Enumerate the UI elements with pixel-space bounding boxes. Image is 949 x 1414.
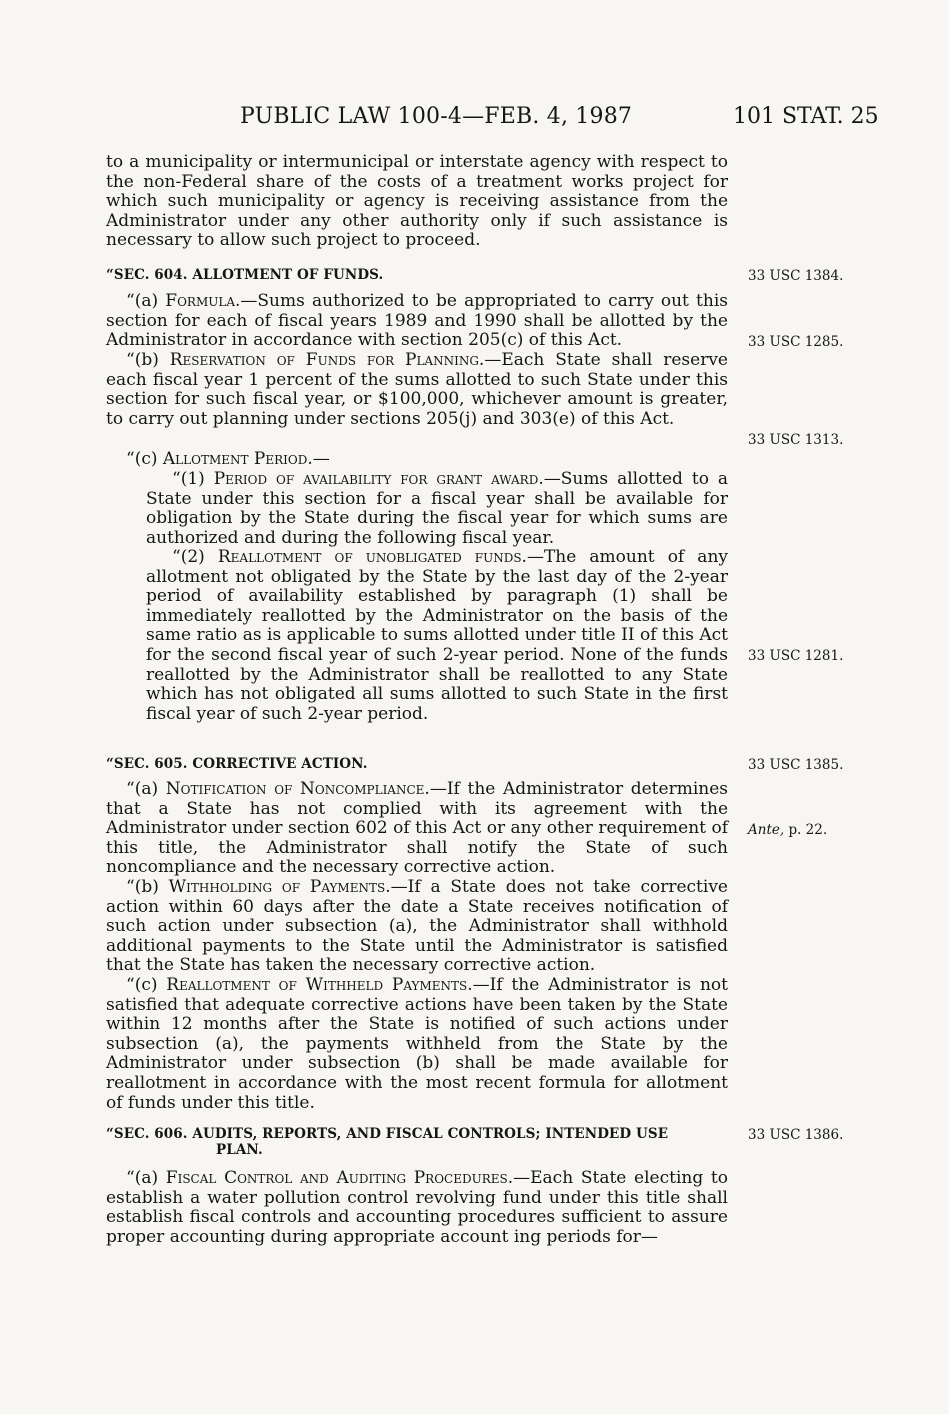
paragraph-text: — (312, 449, 330, 469)
section-604-c2-paragraph (146, 548, 728, 724)
paragraph-label: “(2) (172, 547, 218, 567)
paragraph-caption: Reservation of Funds for Planning. (169, 350, 485, 370)
paragraph-label: “(c) (126, 975, 167, 995)
margin-note-italic: Ante, (748, 822, 785, 838)
paragraph-caption: Period of availability for grant award. (213, 469, 544, 489)
paragraph-caption: Notification of Noncompliance. (165, 779, 430, 799)
margin-note-rest: p. 22. (784, 822, 828, 838)
paragraph-caption: Reallotment of Withheld Payments. (166, 975, 473, 995)
paragraph-text: —If a State does not take corrective action within 60 days after the date a State receives notification of such action under subsection (a), the Administrator shall withhold additional payments to the State until the Administrator is satisfied that the State has taken the necessary corrective action. (106, 877, 728, 976)
section-606-heading (106, 1126, 728, 1158)
margin-note-33-usc-1385: 33 USC 1385. (748, 757, 844, 773)
paragraph-text: —Each State electing to establish a water pollution control revolving fund under this title shall establish fiscal controls and accounting procedures sufficient to assure proper accounting during appropriate account ing periods for— (106, 1168, 729, 1247)
page-header-stat-number: 101 STAT. 25 (733, 104, 879, 129)
paragraph-label: “(b) (126, 350, 170, 370)
paragraph-caption: Formula. (165, 291, 241, 311)
section-604-a-paragraph (106, 292, 728, 351)
paragraph-caption: Withholding of Payments. (168, 877, 391, 897)
section-604-c1-paragraph (146, 470, 728, 548)
paragraph-text: —If the Administrator determines that a State has not complied with its agreement with the Administrator under section 602 of this Act or any other requirement of this title, the Administrator shall notify the State of such noncompliance and the necessary corrective action. (106, 779, 728, 878)
paragraph-label: “(a) (126, 1168, 166, 1188)
margin-note-33-usc-1281: 33 USC 1281. (748, 648, 844, 664)
paragraph-label: “(1) (172, 469, 214, 489)
paragraph-text: —Sums authorized to be appropriated to carry out this section for each of fiscal years 1989 and 1990 shall be allotted by the Administrator in accordance with section 205(c) of this Act. (106, 291, 728, 351)
section-605-b-paragraph (106, 878, 728, 976)
paragraph-text: —Each State shall reserve each fiscal year 1 percent of the sums allotted to such State under this section for such fiscal year, or $100,000, whichever amount is greater, to carry out planning under sections 205(j) and 303(e) of this Act. (106, 350, 728, 429)
paragraph-label: “(a) (126, 291, 166, 311)
section-606-heading-line1: “SEC. 606. AUDITS, REPORTS, AND FISCAL CONTROLS; INTENDED USE (106, 1126, 669, 1142)
paragraph-caption: Allotment Period. (162, 449, 313, 469)
intro-paragraph: to a municipality or intermunicipal or interstate agency with respect to the non-Federal share of the costs of a treatment works project for which such municipality or agency is receiving assistance from the Administrator under any other authority only if such assistance is necessary to allow such project to proceed. (106, 152, 728, 251)
margin-note-33-usc-1313: 33 USC 1313. (748, 432, 844, 448)
margin-note-33-usc-1386: 33 USC 1386. (748, 1127, 844, 1143)
paragraph-caption: Fiscal Control and Auditing Procedures. (165, 1168, 514, 1188)
margin-note-33-usc-1384: 33 USC 1384. (748, 268, 844, 284)
section-604-b-paragraph (106, 351, 728, 429)
paragraph-label: “(c) (126, 449, 163, 469)
margin-note-ante-p22 (748, 822, 827, 838)
paragraph-text: —If the Administrator is not satisfied that adequate corrective actions have been taken by the State within 12 months after the State is notified of such actions under subsection (a), the payments withheld from the State by the Administrator under subsection (b) shall be made available for reallotment in accordance with the most recent formula for allotment of funds under this title. (106, 975, 728, 1113)
section-604-heading: “SEC. 604. ALLOTMENT OF FUNDS. (106, 267, 384, 283)
paragraph-text: —The amount of any allotment not obligated by the State by the last day of the 2-year period of availability established by paragraph (1) shall be immediately reallotted by the Administrator on the basis of the same ratio as is applicable to sums allotted under title II of this Act for the second fiscal year of such 2-year period. None of the funds reallotted by the Administrator shall be reallotted to any State which has not obligated all sums allotted to such State in the first fiscal year of such 2-year period. (146, 547, 728, 724)
section-605-heading: “SEC. 605. CORRECTIVE ACTION. (106, 756, 368, 772)
paragraph-text: —Sums allotted to a State under this section for a fiscal year shall be available for obligation by the State during the fiscal year for which sums are authorized and during the following fiscal year. (146, 469, 728, 548)
section-605-c-paragraph (106, 976, 728, 1113)
page-header-title: PUBLIC LAW 100-4—FEB. 4, 1987 (240, 104, 633, 129)
paragraph-caption: Reallotment of unobligated funds. (217, 547, 527, 567)
paragraph-label: “(a) (126, 779, 166, 799)
section-604-c-paragraph (106, 450, 728, 470)
section-606-a-paragraph (106, 1169, 728, 1247)
paragraph-label: “(b) (126, 877, 169, 897)
section-605-a-paragraph (106, 780, 728, 878)
section-606-heading-line2: PLAN. (216, 1142, 263, 1158)
margin-note-33-usc-1285: 33 USC 1285. (748, 334, 844, 350)
